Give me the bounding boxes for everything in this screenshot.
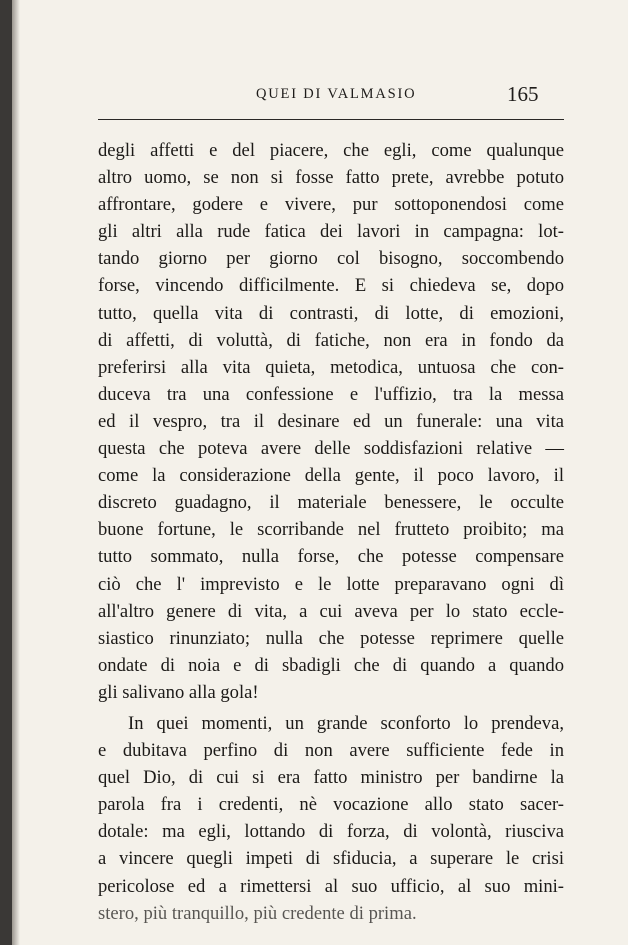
text-line: altro uomo, se non si fosse fatto prete, avrebbe potuto	[98, 167, 564, 189]
text-line: pericolose ed a rimettersi al suo ufficio, al suo mini-	[98, 875, 564, 897]
text-line: parola fra i credenti, nè vocazione allo stato sacer-	[98, 794, 564, 816]
text-line: tutto sommato, nulla forse, che potesse compensare	[98, 546, 564, 568]
text-line: tando giorno per giorno col bisogno, soccombendo	[98, 248, 564, 270]
text-line: degli affetti e del piacere, che egli, come qualunque	[98, 140, 564, 161]
book-page	[12, 0, 628, 945]
text-line: come la considerazione della gente, il poco lavoro, il	[98, 465, 564, 487]
running-title: QUEI DI VALMASIO	[256, 86, 417, 102]
body-text	[98, 137, 564, 927]
text-line: ondate di noia e di sbadigli che di quando a quando	[98, 654, 564, 676]
text-line: affrontare, godere e vivere, pur sottoponendosi come	[98, 194, 564, 216]
text-line: duceva tra una confessione e l'uffizio, tra la messa	[98, 383, 564, 405]
page-header	[12, 82, 628, 112]
text-line: questa che poteva avere delle soddisfazioni relative —	[98, 438, 564, 460]
text-line: di affetti, di voluttà, di fatiche, non era in fondo da	[98, 329, 564, 351]
binding-shadow	[12, 0, 20, 945]
text-line: forse, vincendo difficilmente. E si chiedeva se, dopo	[98, 275, 564, 297]
text-line: buone fortune, le scorribande nel frutteto proibito; ma	[98, 519, 564, 541]
text-line: quel Dio, di cui si era fatto ministro per bandirne la	[98, 767, 564, 789]
text-line: all'altro genere di vita, a cui aveva per lo stato eccle-	[98, 600, 564, 622]
text-line: siastico rinunziato; nulla che potesse reprimere quelle	[98, 627, 564, 649]
paragraph-1	[98, 137, 564, 706]
paragraph-2	[98, 710, 564, 927]
text-line: discreto guadagno, il materiale benessere, le occulte	[98, 492, 564, 514]
text-line: In quei momenti, un grande sconforto lo prendeva,	[128, 712, 564, 734]
text-line: ciò che l' imprevisto e le lotte preparavano ogni dì	[98, 573, 564, 595]
page-number: 165	[507, 82, 539, 106]
text-line: a vincere quegli impeti di sfiducia, a superare le crisi	[98, 848, 564, 870]
header-rule	[98, 119, 564, 120]
text-line: stero, più tranquillo, più credente di prima.	[98, 902, 417, 924]
text-line: gli altri alla rude fatica dei lavori in campagna: lot-	[98, 221, 564, 243]
text-line: preferirsi alla vita quieta, metodica, untuosa che con-	[98, 356, 564, 378]
text-line: ed il vespro, tra il desinare ed un funerale: una vita	[98, 410, 564, 432]
text-line: dotale: ma egli, lottando di forza, di volontà, riusciva	[98, 821, 564, 843]
text-line: e dubitava perfino di non avere sufficiente fede in	[98, 740, 564, 762]
text-line: tutto, quella vita di contrasti, di lotte, di emozioni,	[98, 302, 564, 324]
text-line: gli salivano alla gola!	[98, 681, 259, 703]
